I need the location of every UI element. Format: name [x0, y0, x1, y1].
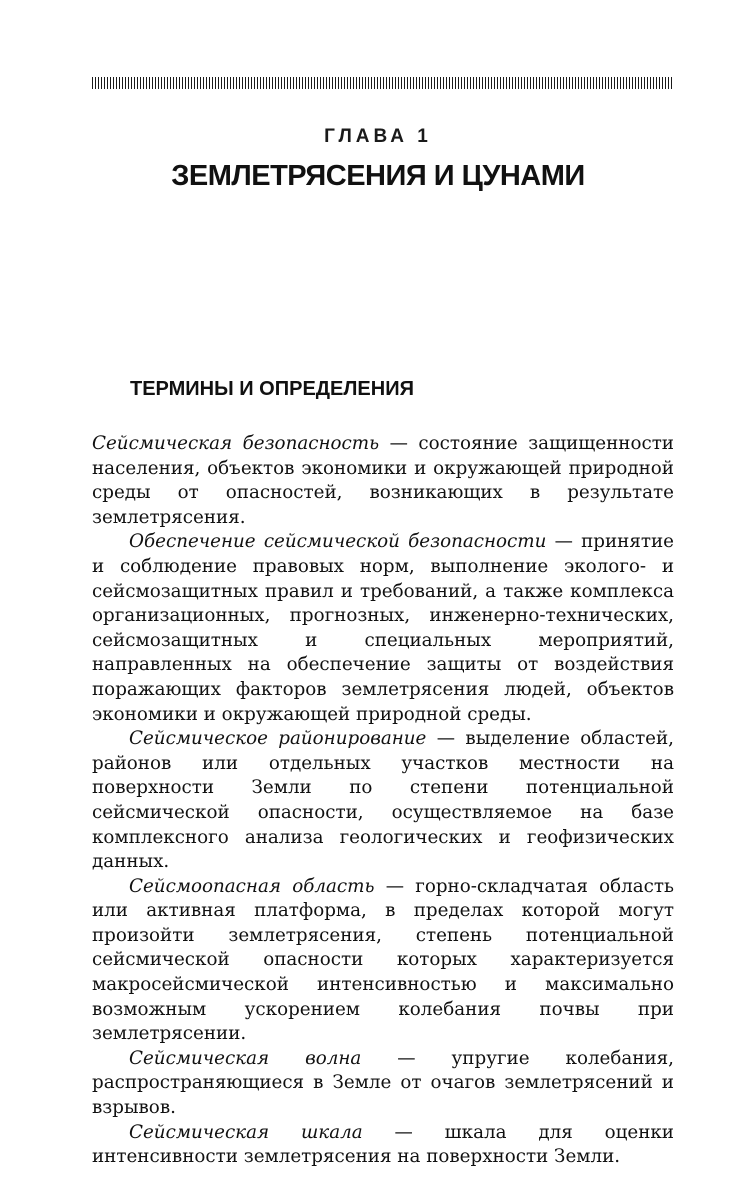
definition-paragraph: [92, 530, 674, 727]
definition-paragraph: [92, 727, 674, 875]
definition-term: Сейсмоопасная область: [129, 875, 375, 897]
definition-paragraph: [92, 1047, 674, 1121]
definition-paragraph: [92, 1121, 674, 1170]
definition-text: — состояние защищенности населения, объектов экономики и окружающей природной среды от опасностей, возникающих в результате землетрясения.: [92, 433, 674, 528]
definition-text: — упругие колебания, распространяющиеся в Земле от очагов землетрясений и взрывов.: [92, 1047, 674, 1119]
definition-text: — выделение областей, районов или отдельных участков местности на поверхности Земли по степени потенциальной сейсмической опасности, осуществляемое на базе комплексного анализа геологических и геофизических данных.: [92, 728, 674, 873]
definition-text: — горно-складчатая область или активная платформа, в пределах которой могут произойти землетрясения, степень потенциальной сейсмической опасности которых характеризуется макросейсмической интенсивностью и максимально возможным ускорением колебания почвы при землетрясении.: [92, 875, 674, 1045]
chapter-title: ЗЕМЛЕТРЯСЕНИЯ И ЦУНАМИ: [171, 160, 585, 192]
definitions-body: [92, 432, 674, 1170]
definition-paragraph: [92, 432, 674, 530]
decorative-hatch-rule: [92, 77, 674, 89]
section-title: ТЕРМИНЫ И ОПРЕДЕЛЕНИЯ: [130, 378, 414, 400]
definition-term: Обеспечение сейсмической безопасности: [129, 531, 547, 553]
definition-term: Сейсмическое районирование: [129, 728, 427, 750]
chapter-label: ГЛАВА 1: [324, 126, 432, 147]
definition-term: Сейсмическая шкала: [129, 1121, 363, 1143]
definition-term: Сейсмическая волна: [129, 1047, 362, 1069]
definition-text: — шкала для оценки интенсивности землетрясения на поверхности Земли.: [92, 1121, 674, 1168]
definition-text: — принятие и соблюдение правовых норм, выполнение эколого- и сейсмозащитных правил и требований, а также комплекса организационных, прогнозных, инженерно-технических, сейсмозащитных и специальных мероприятий, направленных на обеспечение защиты от воздействия поражающих факторов землетрясения людей, объектов экономики и окружающей природной среды.: [92, 531, 674, 725]
definition-term: Сейсмическая безопасность: [92, 433, 380, 454]
definition-paragraph: [92, 875, 674, 1047]
